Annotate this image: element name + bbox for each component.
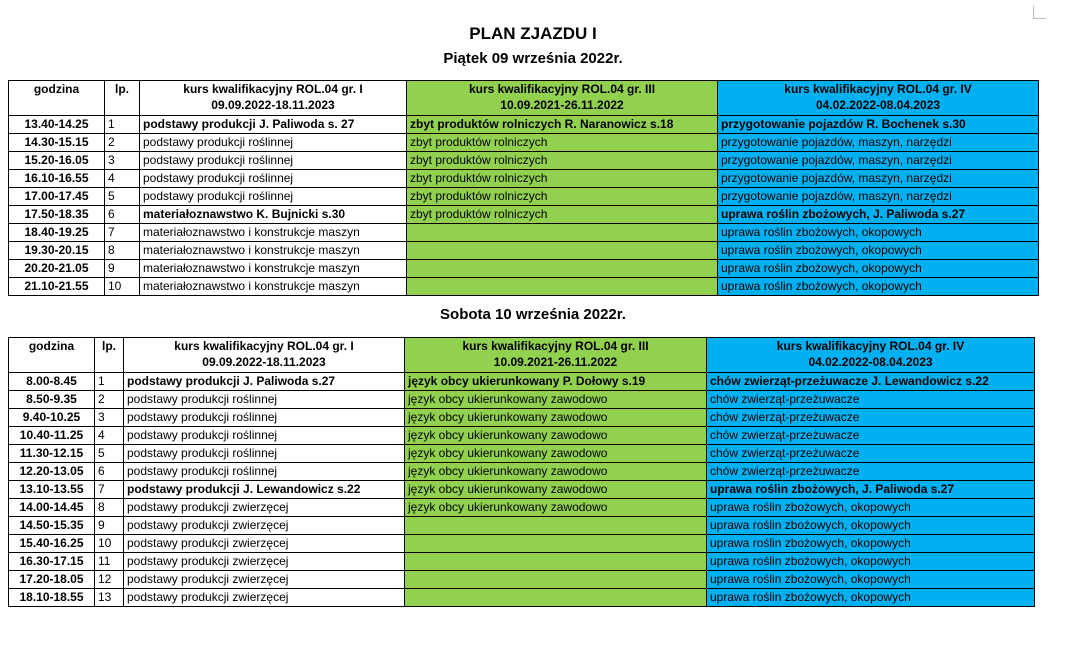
cell-group-4: chów zwierząt-przeżuwacze <box>707 445 1035 463</box>
cell-lp: 6 <box>95 463 124 481</box>
cell-group-4: uprawa roślin zbożowych, okopowych <box>707 589 1035 607</box>
header-group-3 <box>407 81 718 116</box>
table-row <box>9 481 1035 499</box>
cell-group-1: podstawy produkcji roślinnej <box>140 134 407 152</box>
header-group-4-dates: 04.02.2022-08.04.2023 <box>815 98 941 112</box>
cell-hour: 14.00-14.45 <box>9 499 95 517</box>
cell-lp: 6 <box>105 206 140 224</box>
header-group-1 <box>124 338 405 373</box>
cell-group-3: zbyt produktów rolniczych <box>407 134 718 152</box>
cell-group-4: uprawa roślin zbożowych, okopowych <box>707 553 1035 571</box>
cell-group-4: uprawa roślin zbożowych, okopowych <box>707 535 1035 553</box>
day-heading-saturday: Sobota 10 września 2022r. <box>440 306 626 323</box>
cell-hour: 14.30-15.15 <box>9 134 105 152</box>
cell-lp: 7 <box>105 224 140 242</box>
cell-group-1: materiałoznawstwo i konstrukcje maszyn <box>140 242 407 260</box>
cell-lp: 1 <box>95 373 124 391</box>
cell-group-1: materiałoznawstwo i konstrukcje maszyn <box>140 278 407 296</box>
table-row <box>9 535 1035 553</box>
header-lp: lp. <box>95 338 124 373</box>
table-row <box>9 206 1039 224</box>
cell-group-1: podstawy produkcji zwierzęcej <box>124 517 405 535</box>
cell-group-4: chów zwierząt-przeżuwacze <box>707 391 1035 409</box>
cell-group-1: podstawy produkcji zwierzęcej <box>124 499 405 517</box>
header-group-1-dates: 09.09.2022-18.11.2023 <box>211 98 335 112</box>
cell-group-3: język obcy ukierunkowany zawodowo <box>405 391 707 409</box>
cell-group-4: chów zwierząt-przeżuwacze <box>707 463 1035 481</box>
cell-hour: 18.10-18.55 <box>9 589 95 607</box>
cell-group-1: podstawy produkcji J. Paliwoda s.27 <box>124 373 405 391</box>
cell-lp: 4 <box>95 427 124 445</box>
table-row <box>9 373 1035 391</box>
header-group-4-dates: 04.02.2022-08.04.2023 <box>808 355 933 369</box>
cell-lp: 3 <box>95 409 124 427</box>
cell-group-3: zbyt produktów rolniczych R. Naranowicz s.18 <box>407 116 718 134</box>
cell-lp: 12 <box>95 571 124 589</box>
cell-group-1: podstawy produkcji zwierzęcej <box>124 571 405 589</box>
table-row <box>9 278 1039 296</box>
header-lp: lp. <box>105 81 140 116</box>
header-group-4 <box>718 81 1039 116</box>
table-row <box>9 260 1039 278</box>
table-row <box>9 170 1039 188</box>
cell-lp: 9 <box>95 517 124 535</box>
header-godzina: godzina <box>9 338 95 373</box>
table-row <box>9 134 1039 152</box>
cell-group-4: uprawa roślin zbożowych, J. Paliwoda s.27 <box>707 481 1035 499</box>
cell-group-4: chów zwierząt-przeżuwacze <box>707 409 1035 427</box>
cell-group-1: podstawy produkcji roślinnej <box>124 445 405 463</box>
cell-lp: 9 <box>105 260 140 278</box>
header-group-1-name: kurs kwalifikacyjny ROL.04 gr. I <box>183 82 363 96</box>
cell-group-3: język obcy ukierunkowany zawodowo <box>405 445 707 463</box>
cell-group-1: podstawy produkcji zwierzęcej <box>124 553 405 571</box>
cell-hour: 10.40-11.25 <box>9 427 95 445</box>
cell-group-4: przygotowanie pojazdów, maszyn, narzędzi <box>718 152 1039 170</box>
table-row <box>9 589 1035 607</box>
table-row <box>9 445 1035 463</box>
cell-hour: 18.40-19.25 <box>9 224 105 242</box>
cell-hour: 21.10-21.55 <box>9 278 105 296</box>
cell-group-3 <box>407 278 718 296</box>
cell-group-4: uprawa roślin zbożowych, J. Paliwoda s.27 <box>718 206 1039 224</box>
header-group-3 <box>405 338 707 373</box>
table-row <box>9 499 1035 517</box>
header-group-1-dates: 09.09.2022-18.11.2023 <box>202 355 326 369</box>
cell-hour: 15.40-16.25 <box>9 535 95 553</box>
cell-hour: 16.30-17.15 <box>9 553 95 571</box>
cell-hour: 14.50-15.35 <box>9 517 95 535</box>
table-row <box>9 224 1039 242</box>
cell-group-1: podstawy produkcji J. Lewandowicz s.22 <box>124 481 405 499</box>
cell-group-4: uprawa roślin zbożowych, okopowych <box>707 571 1035 589</box>
cell-hour: 11.30-12.15 <box>9 445 95 463</box>
header-group-1 <box>140 81 407 116</box>
header-godzina: godzina <box>9 81 105 116</box>
cell-hour: 8.00-8.45 <box>9 373 95 391</box>
cell-group-3 <box>405 553 707 571</box>
cell-group-4: uprawa roślin zbożowych, okopowych <box>718 260 1039 278</box>
table-header-row <box>9 338 1035 373</box>
table-row <box>9 427 1035 445</box>
header-group-4 <box>707 338 1035 373</box>
cell-group-1: podstawy produkcji zwierzęcej <box>124 535 405 553</box>
schedule-table-friday <box>8 80 1039 296</box>
cell-group-1: podstawy produkcji roślinnej <box>140 152 407 170</box>
header-group-3-dates: 10.09.2021-26.11.2022 <box>493 355 618 369</box>
cell-group-3: język obcy ukierunkowany zawodowo <box>405 481 707 499</box>
cell-group-4: uprawa roślin zbożowych, okopowych <box>707 517 1035 535</box>
cell-lp: 13 <box>95 589 124 607</box>
cell-lp: 2 <box>105 134 140 152</box>
cell-group-1: materiałoznawstwo i konstrukcje maszyn <box>140 260 407 278</box>
cell-group-1: podstawy produkcji roślinnej <box>124 463 405 481</box>
table-row <box>9 517 1035 535</box>
table-row <box>9 553 1035 571</box>
cell-group-4: przygotowanie pojazdów, maszyn, narzędzi <box>718 170 1039 188</box>
table-row <box>9 116 1039 134</box>
cell-group-3 <box>407 242 718 260</box>
cell-group-4: przygotowanie pojazdów, maszyn, narzędzi <box>718 134 1039 152</box>
table-row <box>9 463 1035 481</box>
cell-group-3: zbyt produktów rolniczych <box>407 188 718 206</box>
table-row <box>9 188 1039 206</box>
cell-hour: 13.10-13.55 <box>9 481 95 499</box>
cell-group-1: podstawy produkcji roślinnej <box>124 391 405 409</box>
cell-group-4: przygotowanie pojazdów, maszyn, narzędzi <box>718 188 1039 206</box>
table-row <box>9 409 1035 427</box>
cell-group-3: język obcy ukierunkowany P. Dołowy s.19 <box>405 373 707 391</box>
cell-lp: 8 <box>105 242 140 260</box>
table-row <box>9 571 1035 589</box>
header-group-3-dates: 10.09.2021-26.11.2022 <box>500 98 624 112</box>
cell-hour: 17.00-17.45 <box>9 188 105 206</box>
document-title: PLAN ZJAZDU I <box>469 24 597 43</box>
cell-group-3: język obcy ukierunkowany zawodowo <box>405 409 707 427</box>
cell-lp: 5 <box>95 445 124 463</box>
cell-lp: 1 <box>105 116 140 134</box>
cell-lp: 10 <box>95 535 124 553</box>
header-group-4-name: kurs kwalifikacyjny ROL.04 gr. IV <box>776 339 965 353</box>
cell-lp: 8 <box>95 499 124 517</box>
cell-group-3 <box>405 571 707 589</box>
header-group-3-name: kurs kwalifikacyjny ROL.04 gr. III <box>462 339 649 353</box>
cell-lp: 4 <box>105 170 140 188</box>
cell-group-1: podstawy produkcji roślinnej <box>140 188 407 206</box>
table-header-row <box>9 81 1039 116</box>
cell-hour: 20.20-21.05 <box>9 260 105 278</box>
cell-group-3 <box>407 260 718 278</box>
table-row <box>9 242 1039 260</box>
cell-group-1: podstawy produkcji roślinnej <box>124 409 405 427</box>
cell-group-4: uprawa roślin zbożowych, okopowych <box>718 278 1039 296</box>
cell-group-1: podstawy produkcji roślinnej <box>140 170 407 188</box>
cell-group-1: materiałoznawstwo K. Bujnicki s.30 <box>140 206 407 224</box>
cell-hour: 8.50-9.35 <box>9 391 95 409</box>
cell-group-3: język obcy ukierunkowany zawodowo <box>405 463 707 481</box>
cell-group-3 <box>405 535 707 553</box>
header-group-3-name: kurs kwalifikacyjny ROL.04 gr. III <box>468 82 656 96</box>
cell-hour: 13.40-14.25 <box>9 116 105 134</box>
cell-lp: 2 <box>95 391 124 409</box>
page-corner-mark <box>1033 6 1046 19</box>
cell-lp: 3 <box>105 152 140 170</box>
cell-lp: 7 <box>95 481 124 499</box>
cell-lp: 5 <box>105 188 140 206</box>
header-group-4-name: kurs kwalifikacyjny ROL.04 gr. IV <box>784 82 972 96</box>
cell-group-3: język obcy ukierunkowany zawodowo <box>405 427 707 445</box>
table-row <box>9 391 1035 409</box>
cell-group-1: podstawy produkcji J. Paliwoda s. 27 <box>140 116 407 134</box>
cell-group-3 <box>405 589 707 607</box>
cell-group-4: chów zwierząt-przeżuwacze <box>707 427 1035 445</box>
cell-group-1: podstawy produkcji roślinnej <box>124 427 405 445</box>
day-heading-friday: Piątek 09 września 2022r. <box>443 50 623 67</box>
cell-group-4: uprawa roślin zbożowych, okopowych <box>718 242 1039 260</box>
cell-lp: 10 <box>105 278 140 296</box>
cell-group-3: zbyt produktów rolniczych <box>407 206 718 224</box>
cell-group-1: materiałoznawstwo i konstrukcje maszyn <box>140 224 407 242</box>
cell-group-3: zbyt produktów rolniczych <box>407 152 718 170</box>
header-group-1-name: kurs kwalifikacyjny ROL.04 gr. I <box>174 339 354 353</box>
cell-group-3 <box>405 517 707 535</box>
cell-group-4: przygotowanie pojazdów R. Bochenek s.30 <box>718 116 1039 134</box>
schedule-table-saturday <box>8 337 1035 607</box>
cell-hour: 12.20-13.05 <box>9 463 95 481</box>
cell-hour: 19.30-20.15 <box>9 242 105 260</box>
cell-group-3: zbyt produktów rolniczych <box>407 170 718 188</box>
cell-group-4: uprawa roślin zbożowych, okopowych <box>718 224 1039 242</box>
cell-lp: 11 <box>95 553 124 571</box>
cell-group-4: chów zwierząt-przeżuwacze J. Lewandowicz s.22 <box>707 373 1035 391</box>
cell-hour: 17.50-18.35 <box>9 206 105 224</box>
cell-hour: 15.20-16.05 <box>9 152 105 170</box>
cell-hour: 17.20-18.05 <box>9 571 95 589</box>
cell-group-1: podstawy produkcji zwierzęcej <box>124 589 405 607</box>
cell-hour: 9.40-10.25 <box>9 409 95 427</box>
cell-group-4: uprawa roślin zbożowych, okopowych <box>707 499 1035 517</box>
cell-hour: 16.10-16.55 <box>9 170 105 188</box>
cell-group-3: język obcy ukierunkowany zawodowo <box>405 499 707 517</box>
table-row <box>9 152 1039 170</box>
cell-group-3 <box>407 224 718 242</box>
